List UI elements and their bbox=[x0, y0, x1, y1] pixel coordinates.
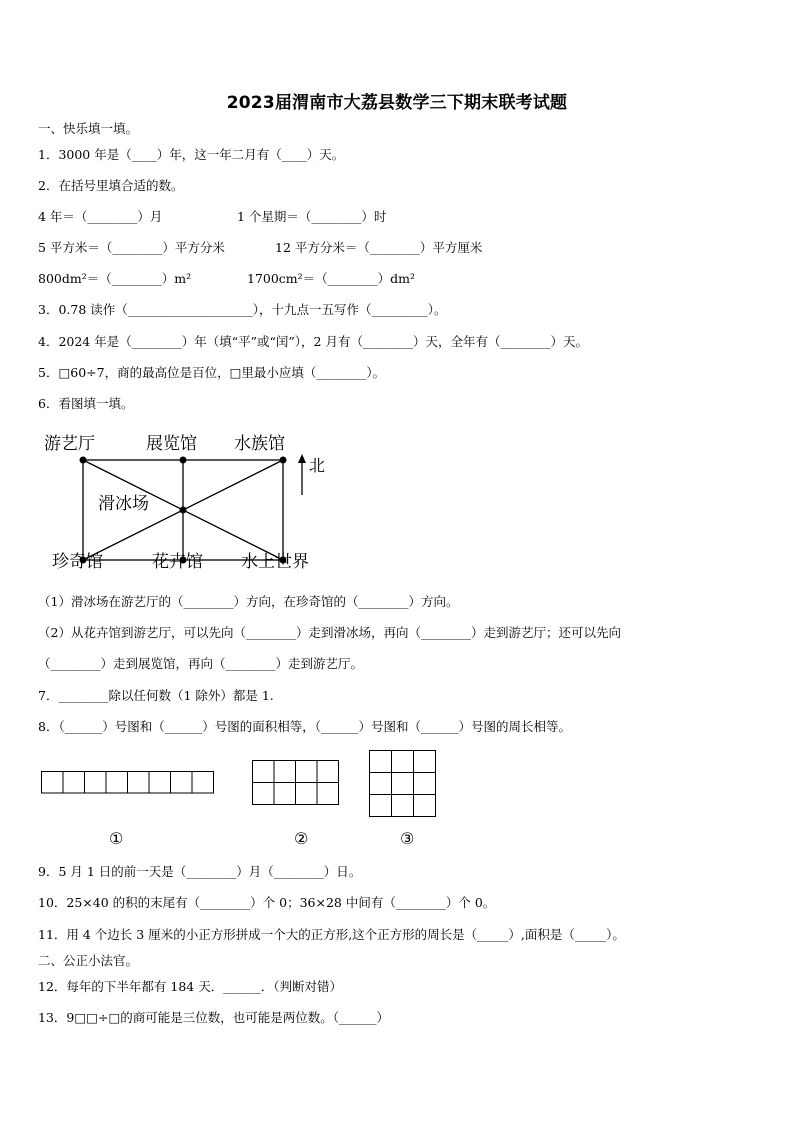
label-bottom-left: 珍奇馆 bbox=[52, 552, 103, 572]
question-8: 8．（______）号图和（______）号图的面积相等，（______）号图和（______）号图的周长相等。 bbox=[38, 719, 571, 734]
label-top-mid: 展览馆 bbox=[146, 434, 197, 454]
question-9: 9．5 月 1 日的前一天是（________）月（________）日。 bbox=[38, 864, 362, 879]
question-6: 6．看图填一填。 bbox=[38, 396, 134, 411]
question-13: 13．9□□÷□的商可能是三位数，也可能是两位数。（______） bbox=[38, 1010, 390, 1025]
question-10: 10．25×40 的积的末尾有（________）个 0；36×28 中间有（________）个 0。 bbox=[38, 895, 496, 910]
label-center: 滑冰场 bbox=[98, 494, 149, 514]
label-north: 北 bbox=[309, 456, 326, 475]
question-2-d: 12 平方分米＝（________）平方厘米 bbox=[275, 240, 483, 255]
section-1-heading: 一、快乐填一填。 bbox=[38, 121, 139, 136]
question-7: 7．________除以任何数（1 除外）都是 1. bbox=[38, 688, 274, 703]
figure-3-label: ③ bbox=[400, 829, 415, 848]
page-title: 2023届渭南市大荔县数学三下期末联考试题 bbox=[226, 93, 568, 113]
location-map-figure bbox=[38, 425, 348, 580]
question-6-2a: （2）从花卉馆到游艺厅，可以先向（________）走到滑冰场，再向（________）走到游艺厅；还可以先向 bbox=[38, 625, 621, 640]
question-2-a: 4 年＝（________）月 bbox=[38, 209, 163, 224]
question-4: 4．2024 年是（________）年（填“平”或“闰”），2 月有（________）天，全年有（________）天。 bbox=[38, 334, 588, 349]
label-bottom-right: 水上世界 bbox=[241, 552, 309, 572]
question-2-e: 800dm²＝（________）m² bbox=[38, 271, 192, 286]
figure-2-grid bbox=[252, 760, 340, 806]
north-arrow-icon bbox=[298, 454, 306, 495]
question-6-1: （1）滑冰场在游艺厅的（________）方向，在珍奇馆的（________）方向。 bbox=[38, 594, 459, 609]
figure-2-label: ② bbox=[294, 829, 309, 848]
question-5: 5．□60÷7，商的最高位是百位，□里最小应填（________）。 bbox=[38, 365, 386, 380]
question-2-f: 1700cm²＝（________）dm² bbox=[247, 271, 416, 286]
question-1: 1．3000 年是（____）年，这一年二月有（____）天。 bbox=[38, 147, 345, 162]
question-2-c: 5 平方米＝（________）平方分米 bbox=[38, 240, 225, 255]
label-top-right: 水族馆 bbox=[234, 434, 285, 454]
figure-1-grid bbox=[41, 771, 215, 795]
label-top-left: 游艺厅 bbox=[44, 434, 95, 454]
figure-3-grid bbox=[369, 750, 437, 818]
point-center bbox=[180, 507, 187, 514]
point-top-left bbox=[80, 457, 87, 464]
point-top-right bbox=[280, 457, 287, 464]
point-top-mid bbox=[180, 457, 187, 464]
question-3: 3．0.78 读作（____________________），十九点一五写作（_________）。 bbox=[38, 302, 447, 317]
question-2-b: 1 个星期＝（________）时 bbox=[237, 209, 387, 224]
question-6-2b: （________）走到展览馆，再向（________）走到游艺厅。 bbox=[38, 656, 364, 671]
label-bottom-mid: 花卉馆 bbox=[152, 552, 203, 572]
section-2-heading: 二、公正小法官。 bbox=[38, 953, 139, 968]
question-2: 2．在括号里填合适的数。 bbox=[38, 178, 184, 193]
question-12: 12．每年的下半年都有 184 天．______．（判断对错） bbox=[38, 979, 342, 994]
question-11: 11．用 4 个边长 3 厘米的小正方形拼成一个大的正方形,这个正方形的周长是（_____）,面积是（_____）。 bbox=[38, 927, 625, 942]
figure-1-label: ① bbox=[109, 829, 124, 848]
